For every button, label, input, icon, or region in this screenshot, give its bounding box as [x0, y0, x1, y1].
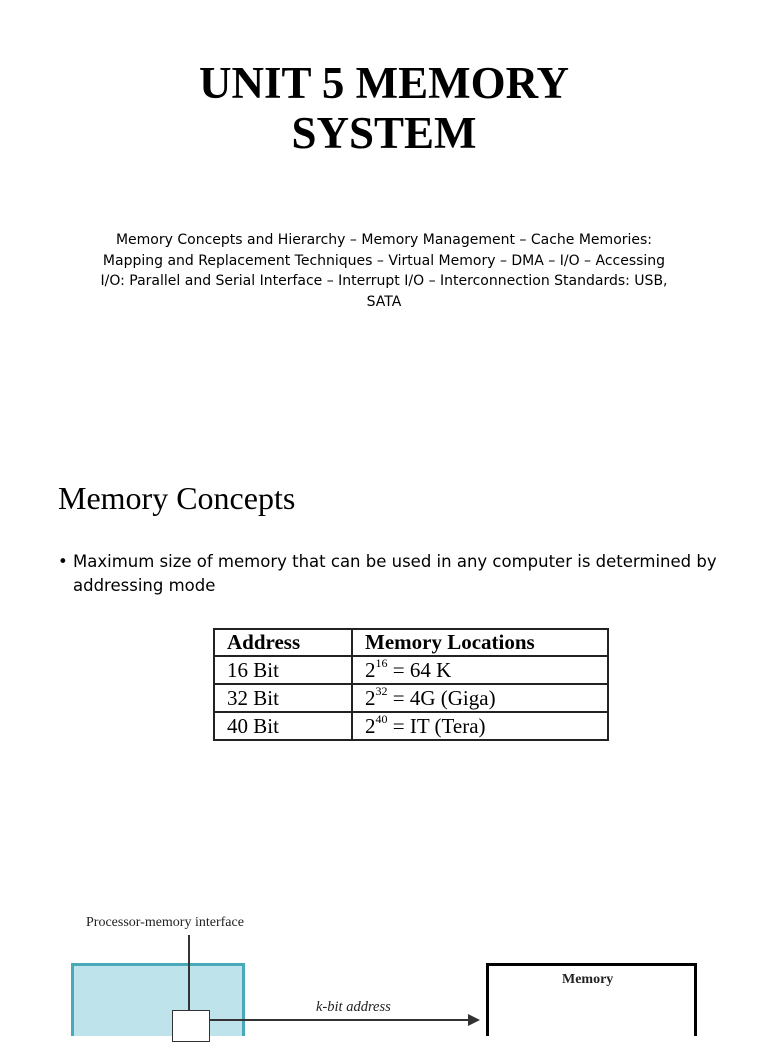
address-bus-label-text: k-bit address [316, 999, 391, 1015]
processor-box [71, 963, 245, 1036]
power-result: = 4G (Giga) [387, 686, 496, 710]
memory-size-table [213, 628, 609, 741]
arrow-right-icon [468, 1014, 480, 1026]
address-bus-label [316, 999, 391, 1016]
table-row [214, 656, 608, 684]
title-line-2: SYSTEM [291, 108, 477, 158]
power-exponent: 40 [375, 712, 388, 726]
slide-subtitle: Memory Concepts and Hierarchy – Memory Management – Cache Memories: Mapping and Replacement Techniques – Virtual Memory – DMA – I/O – Accessing I/O: Parallel and Serial Interface – Interrupt I/O – Interconnection Standards: USB, SATA [100, 232, 668, 310]
section-heading: Memory Concepts [58, 480, 296, 516]
interface-label: Processor-memory interface [86, 915, 244, 930]
bullet-icon: • [58, 552, 68, 571]
slide-title [0, 58, 768, 158]
power-base: 2 [365, 686, 376, 710]
power-base: 2 [365, 658, 376, 682]
table-row [214, 684, 608, 712]
power-result: = 64 K [387, 658, 452, 682]
table-header-row [214, 629, 608, 656]
cell-memory-locations [352, 684, 608, 712]
memory-concepts-slide [0, 430, 768, 860]
memory-interface-slide [0, 860, 768, 1024]
table-row [214, 712, 608, 740]
cell-address: 32 Bit [214, 684, 352, 712]
header-memory-locations: Memory Locations [352, 629, 608, 656]
cell-memory-locations [352, 712, 608, 740]
cell-memory-locations [352, 656, 608, 684]
power-exponent: 32 [375, 684, 388, 698]
memory-label: Memory [562, 972, 614, 987]
cell-address: 16 Bit [214, 656, 352, 684]
bullet-text: Maximum size of memory that can be used in any computer is determined by addressing mode [73, 552, 717, 595]
interface-connector-line [188, 935, 190, 1011]
address-register-box [172, 1010, 210, 1042]
bullet-point [58, 550, 723, 598]
title-line-1: UNIT 5 MEMORY [198, 58, 570, 108]
power-base: 2 [365, 714, 376, 738]
power-exponent: 16 [375, 656, 388, 670]
header-address: Address [214, 629, 352, 656]
cell-address: 40 Bit [214, 712, 352, 740]
address-bus-line [209, 1019, 477, 1021]
title-slide [0, 0, 768, 430]
power-result: = IT (Tera) [387, 714, 486, 738]
